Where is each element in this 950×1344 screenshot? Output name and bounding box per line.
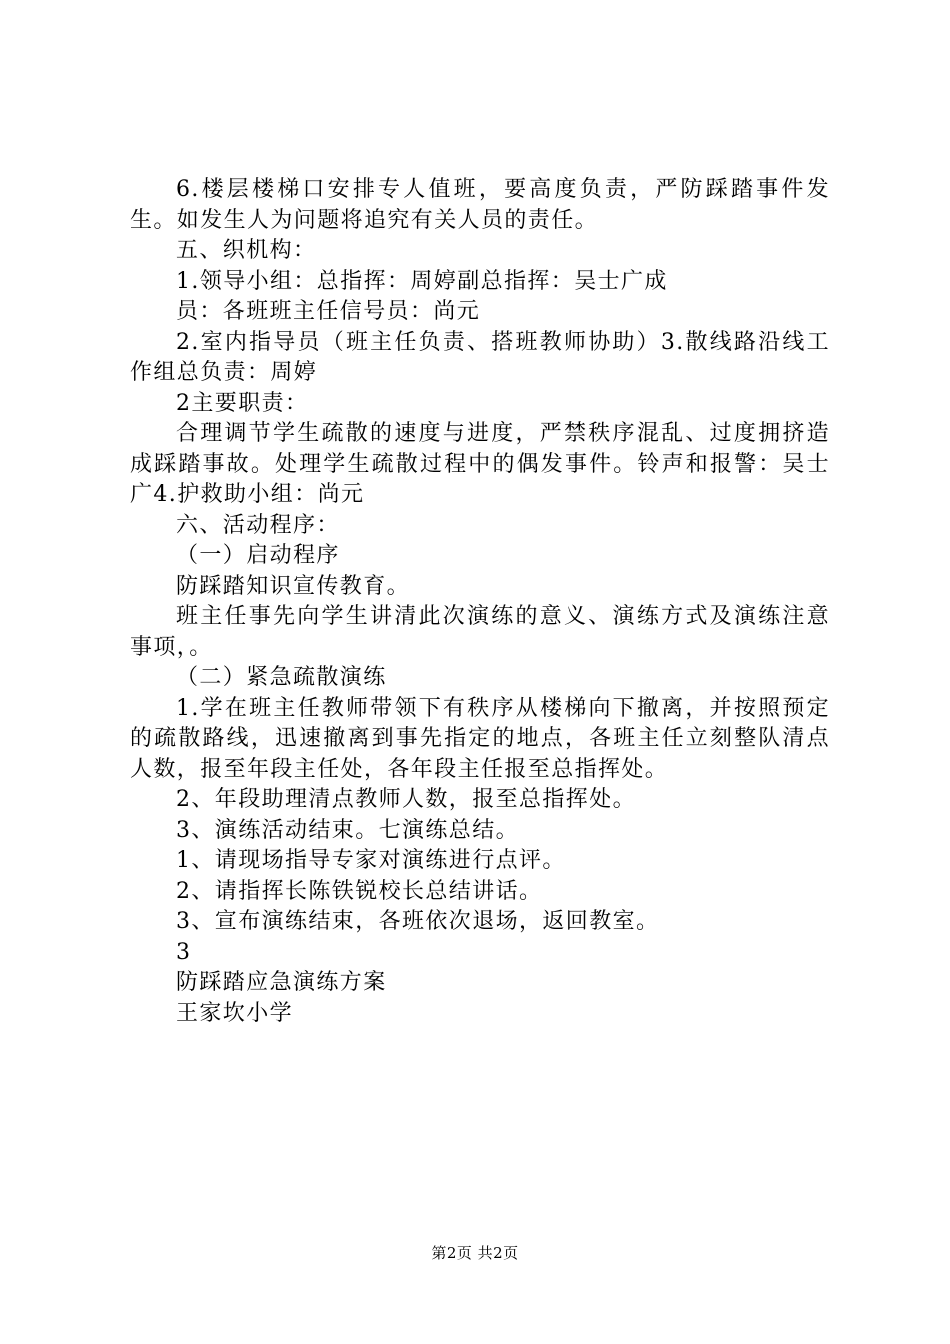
section-heading: 五、织机构： (176, 238, 317, 263)
paragraph: 合理调节学生疏散的速度与进度，严禁秩序混乱、过度拥挤造成踩踏事故。处理学生疏散过程中的偶发事件。铃声和报警：吴士广4.护救助小组：尚元 (130, 421, 830, 507)
paragraph: 2、请指挥长陈铁锐校长总结讲话。 (176, 878, 543, 904)
paragraph: 防踩踏知识宣传教育。 (176, 573, 411, 599)
document-title: 防踩踏应急演练方案 (176, 970, 387, 995)
paragraph: 3、宣布演练结束，各班依次退场，返回教室。 (176, 909, 660, 934)
paragraph: 2、年段助理清点教师人数，报至总指挥处。 (176, 787, 636, 812)
subsection-heading: （二）紧急疏散演练 (176, 665, 387, 690)
paragraph: 3、演练活动结束。七演练总结。 (176, 817, 519, 843)
document-body (130, 175, 830, 1029)
page-number-text: 3 (176, 939, 192, 965)
paragraph: 1.学在班主任教师带领下有秩序从楼梯向下撤离，并按照预定的疏散路线，迅速撤离到事先指定的地点，各班主任立刻整队清点人数，报至年段主任处，各年段主任报至总指挥处。 (130, 695, 830, 782)
school-name: 王家坎小学 (176, 1000, 294, 1026)
paragraph: 6.楼层楼梯口安排专人值班，要高度负责，严防踩踏事件发生。如发生人为问题将追究有关人员的责任。 (130, 177, 830, 233)
section-heading: 2主要职责： (176, 390, 309, 416)
subsection-heading: （一）启动程序 (176, 543, 340, 568)
paragraph: 1、请现场指导专家对演练进行点评。 (176, 848, 566, 873)
paragraph: 2.室内指导员（班主任负责、搭班教师协助）3.散线路沿线工作组总负责：周婷 (130, 329, 830, 385)
paragraph: 员：各班班主任信号员：尚元 (176, 299, 481, 324)
paragraph: 1.领导小组：总指挥：周婷副总指挥：吴士广成 (176, 268, 668, 294)
paragraph: 班主任事先向学生讲清此次演练的意义、演练方式及演练注意事项，。 (130, 604, 830, 660)
page-footer: 第2页 共2页 (431, 1244, 519, 1262)
section-heading: 六、活动程序： (176, 512, 340, 538)
